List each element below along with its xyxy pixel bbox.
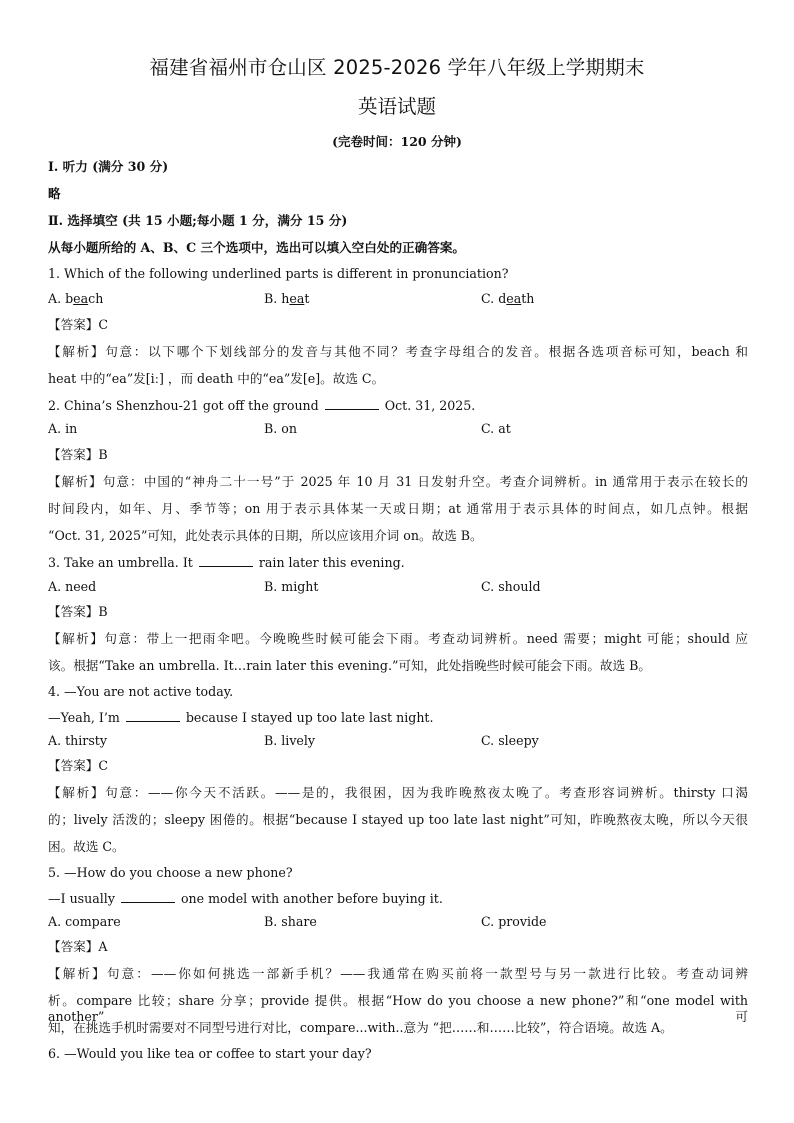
section1-heading: I. 听力 (满分 30 分) [48,159,169,174]
question-5-stem-line1: 5. —How do you choose a new phone? [48,865,293,880]
q1-explanation-line2: heat 中的“ea”发[iː] ，而 death 中的“ea”发[e]。故选 C。 [48,371,385,386]
section1-note: 略 [48,186,61,201]
q5-answer: 【答案】A [48,939,108,954]
q4-explanation-line2: 的；lively 活泼的；sleepy 困倦的。根据“because I stayed up too late last night”可知，昨晚熬夜太晚，所以今天很 [48,812,748,827]
answer-blank [121,890,175,903]
question-2-stem: 2. China’s Shenzhou-21 got off the ground Oct. 31, 2025. [48,398,476,413]
exam-subject: 英语试题 [357,95,436,118]
q5-option-a: A. compare [48,914,121,929]
q4-explanation-line3: 困。故选 C。 [48,839,125,854]
q3-option-a: A. need [48,579,97,594]
q2-option-a: A. in [48,421,78,436]
q3-option-c: C. should [481,579,541,594]
q5-option-b: B. share [264,914,317,929]
q5-explanation-line2: 析。compare 比较；share 分享；provide 提供。根据“How do you choose a new phone?”和“one model with another”可 [48,993,748,1024]
q1-option-a: A. beach [48,291,104,306]
q2-option-c: C. at [481,421,511,436]
q3-explanation-line1: 【解析】句意：带上一把雨伞吧。今晚晚些时候可能会下雨。考查动词辨析。need 需要；might 可能；should 应 [48,631,748,646]
section2-heading: Ⅱ. 选择填空 (共 15 小题;每小题 1 分，满分 15 分) [48,213,348,228]
q1-option-c: C. death [481,291,535,306]
answer-blank [199,554,253,567]
q1-option-b: B. heat [264,291,310,306]
q3-explanation-line2: 该。根据“Take an umbrella. It…rain later this evening.”可知，此处指晚些时候可能会下雨。故选 B。 [48,658,651,673]
q1-explanation-line1: 【解析】句意：以下哪个下划线部分的发音与其他不同？考查字母组合的发音。根据各选项音标可知，beach 和 [48,344,748,359]
time-note: (完卷时间：120 分钟) [332,134,462,149]
q2-explanation-line1: 【解析】句意：中国的“神舟二十一号”于 2025 年 10 月 31 日发射升空。考查介词辨析。in 通常用于表示在较长的 [48,474,748,489]
q4-explanation-line1: 【解析】句意：——你今天不活跃。——是的，我很困，因为我昨晚熬夜太晚了。考查形容词辨析。thirsty 口渴 [48,785,748,800]
exam-title: 福建省福州市仓山区 2025-2026 学年八年级上学期期末 [149,56,645,79]
question-6-stem-line1: 6. —Would you like tea or coffee to start your day? [48,1046,372,1061]
q4-answer: 【答案】C [48,758,109,773]
q2-explanation-line2: 时间段内，如年、月、季节等；on 用于表示具体某一天或日期；at 通常用于表示具体的时间点，如几点钟。根据 [48,501,748,516]
answer-blank [325,397,379,410]
q4-option-a: A. thirsty [48,733,107,748]
question-1-stem: 1. Which of the following underlined parts is different in pronunciation? [48,266,509,281]
q5-explanation-line1: 【解析】句意：——你如何挑选一部新手机？——我通常在购买前将一款型号与另一款进行比较。考查动词辨 [48,966,748,981]
q1-answer: 【答案】C [48,317,109,332]
q4-option-b: B. lively [264,733,316,748]
question-4-stem-line1: 4. —You are not active today. [48,684,234,699]
section2-instruction: 从每小题所给的 A、B、C 三个选项中，选出可以填入空白处的正确答案。 [48,240,466,255]
q2-explanation-line3: “Oct. 31, 2025”可知，此处表示具体的日期，所以应该用介词 on。故选 B。 [48,528,483,543]
q5-option-c: C. provide [481,914,547,929]
q5-explanation-line3: 知，在挑选手机时需要对不同型号进行对比，compare...with..意为 “把……和……比较”，符合语境。故选 A。 [48,1020,673,1035]
question-3-stem: 3. Take an umbrella. It rain later this evening. [48,555,405,570]
q4-option-c: C. sleepy [481,733,539,748]
answer-blank [126,709,180,722]
question-4-stem-line2: —Yeah, I’m because I stayed up too late last night. [48,710,434,725]
question-5-stem-line2: —I usually one model with another before buying it. [48,891,443,906]
q2-option-b: B. on [264,421,297,436]
q3-answer: 【答案】B [48,604,108,619]
q2-answer: 【答案】B [48,447,108,462]
q3-option-b: B. might [264,579,319,594]
